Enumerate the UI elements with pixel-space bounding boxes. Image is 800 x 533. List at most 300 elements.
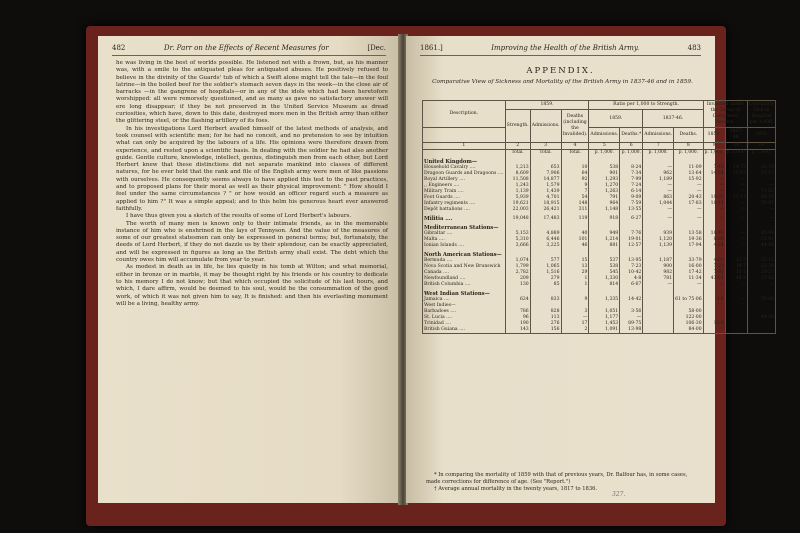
- table-cell: 900: [643, 264, 674, 270]
- table-cell: [505, 249, 530, 258]
- table-cell: [530, 288, 561, 297]
- group-sick: Constantly Sick in Hospital per 1,000.: [747, 101, 775, 128]
- table-cell: —: [703, 177, 725, 183]
- table-cell: 1,293: [589, 177, 620, 183]
- table-cell: 64: [561, 171, 589, 177]
- section-row: [423, 222, 776, 231]
- table-cell: 148: [561, 201, 589, 207]
- col-admissions: Admissions.: [530, 110, 561, 143]
- table-cell: 130: [505, 282, 530, 288]
- table-cell: 7·23: [703, 264, 725, 270]
- body-paragraph: As modest in death as in life, he lies quietly in his tomb at Wilton; and what memorial, either in bronze or in marble, it may be thought right by his friends or his country to dedicate to his memory I do not know; but that which occupied the solicitude of his last hours, and which, I dare affirm, would be deemed to his soul, would be the consummation of the good work, of which it was not given him to say, It is finished: and then his everlasting monument will be a living, healthy army.: [116, 264, 388, 307]
- table-cell: —: [725, 231, 747, 237]
- table-cell: 48·3: [725, 276, 747, 282]
- table-cell: 11·34: [674, 276, 704, 282]
- table-cell: 781: [643, 276, 674, 282]
- table-cell: 1,516: [530, 270, 561, 276]
- row-label: Nova Scotia and New Brunswick: [423, 264, 506, 270]
- table-cell: [747, 156, 775, 165]
- column-number: 10: [725, 143, 747, 150]
- table-cell: 5,310: [505, 237, 530, 243]
- table-cell: —: [643, 183, 674, 189]
- left-page-number: 482: [112, 44, 126, 52]
- row-label: Trinidad ....: [423, 321, 506, 327]
- table-cell: [725, 288, 747, 297]
- table-cell: 791: [589, 195, 620, 201]
- row-label: North American Stations—: [423, 249, 506, 258]
- table-cell: [620, 288, 643, 297]
- unit-cell: Total.: [561, 150, 589, 157]
- unit-cell: p. 1,000.: [704, 150, 724, 155]
- table-cell: 786: [505, 309, 530, 315]
- table-row: [423, 327, 776, 334]
- row-label: St. Lucia ....: [423, 315, 506, 321]
- unit-cell: Total.: [530, 150, 561, 157]
- table-cell: 17·94: [674, 243, 704, 249]
- unit-cell: p. 1,000.: [621, 150, 641, 155]
- left-page: [98, 36, 400, 503]
- table-cell: 14·9: [703, 321, 725, 327]
- table-cell: 6,446: [530, 237, 561, 243]
- right-running-year: 1861.]: [420, 44, 443, 52]
- table-cell: —: [703, 183, 725, 189]
- table-cell: [561, 249, 589, 258]
- table-cell: 1,044: [643, 201, 674, 207]
- table-cell: 15·92: [674, 177, 704, 183]
- table-cell: 962: [643, 171, 674, 177]
- column-number-row: [423, 143, 776, 150]
- right-running-header: [420, 44, 701, 52]
- row-label: Mediterranean Stations—: [423, 222, 506, 231]
- table-cell: 13: [561, 264, 589, 270]
- group-1859: 1859.: [505, 101, 589, 110]
- table-cell: 11·09: [674, 165, 704, 171]
- table-cell: —: [620, 315, 643, 321]
- table-cell: 1,139: [643, 243, 674, 249]
- table-cell: 1,335: [589, 297, 620, 303]
- table-cell: 279: [530, 276, 561, 282]
- table-cell: —: [643, 189, 674, 195]
- subgroup-1859: 1859.: [589, 110, 643, 128]
- table-cell: —: [725, 243, 747, 249]
- right-page: [406, 36, 775, 503]
- row-label: British Columbia ....: [423, 282, 506, 288]
- table-cell: 10·41: [703, 201, 725, 207]
- table-cell: 13·95: [620, 258, 643, 264]
- table-cell: 85: [530, 282, 561, 288]
- column-number: 4: [561, 143, 589, 150]
- appendix-title: APPENDIX.: [526, 66, 595, 76]
- table-cell: 101: [561, 237, 589, 243]
- table-cell: [561, 222, 589, 231]
- col-deaths-incl: Deaths (including the Invalided).: [561, 110, 589, 143]
- row-label: Gibraltar ....: [423, 231, 506, 237]
- table-cell: —: [674, 207, 704, 213]
- table-cell: —: [561, 315, 589, 321]
- body-paragraph: I have thus given you a sketch of the results of some of Lord Herbert's labours.: [126, 213, 352, 220]
- mortality-table: [422, 100, 776, 334]
- table-cell: 19·36: [674, 237, 704, 243]
- unit-cell: p. 1,000.: [589, 150, 620, 157]
- table-cell: [530, 156, 561, 165]
- col-ratio-admissions: Admissions.: [589, 128, 620, 143]
- table-cell: —: [725, 213, 747, 222]
- table-cell: —: [703, 213, 725, 222]
- table-cell: 37·10: [747, 276, 775, 282]
- table-cell: 1,065: [530, 264, 561, 270]
- table-cell: 106·30: [674, 321, 704, 327]
- row-label: Canada ....: [423, 270, 506, 276]
- right-running-title: Improving the Health of the British Army.: [491, 44, 640, 52]
- table-cell: 51·81: [747, 237, 775, 243]
- table-cell: 19·87: [703, 195, 725, 201]
- table-cell: 814: [589, 282, 620, 288]
- column-number: 1: [423, 143, 506, 150]
- table-cell: 18,915: [530, 201, 561, 207]
- table-cell: [703, 222, 725, 231]
- table-cell: 7·91: [703, 270, 725, 276]
- table-cell: 45·76: [747, 195, 775, 201]
- table-cell: 89·75: [620, 321, 643, 327]
- table-cell: 4,701: [530, 195, 561, 201]
- table-body: [423, 150, 776, 334]
- table-cell: 9·09: [620, 195, 643, 201]
- table-cell: [725, 222, 747, 231]
- table-cell: 939: [643, 231, 674, 237]
- table-cell: 43·01: [703, 276, 725, 282]
- table-cell: 14·7: [725, 264, 747, 270]
- table-cell: 12·3: [725, 258, 747, 264]
- table-cell: 15·1: [725, 270, 747, 276]
- table-cell: 9: [561, 297, 589, 303]
- table-cell: 828: [530, 309, 561, 315]
- table-cell: 14·42: [620, 297, 643, 303]
- row-label: Jamaica ....: [423, 297, 506, 303]
- table-cell: 545: [589, 270, 620, 276]
- table-cell: 15·87: [725, 171, 747, 177]
- table-cell: [747, 288, 775, 297]
- table-cell: 11,508: [505, 177, 530, 183]
- unit-cell: p. 1,000.: [674, 150, 704, 157]
- table-cell: 10·49: [703, 231, 725, 237]
- column-number: 8: [674, 143, 704, 150]
- table-cell: 833: [530, 297, 561, 303]
- table-cell: [505, 156, 530, 165]
- table-cell: —: [747, 282, 775, 288]
- table-cell: —: [725, 237, 747, 243]
- table-cell: 16·00: [674, 264, 704, 270]
- table-cell: 1,214: [589, 237, 620, 243]
- table-cell: 1,439: [530, 189, 561, 195]
- row-label: Military Train ....: [423, 189, 506, 195]
- table-cell: 276: [530, 321, 561, 327]
- table-caption: Comparative View of Sickness and Mortality of the British Army in 1837-46 and in 1859.: [432, 79, 693, 85]
- right-header-rule: [420, 55, 701, 56]
- table-cell: 1,187: [643, 258, 674, 264]
- table-cell: —: [703, 207, 725, 213]
- table-cell: 982: [643, 270, 674, 276]
- table-cell: 119: [561, 213, 589, 222]
- table-cell: 12·57: [620, 243, 643, 249]
- table-cell: 96: [505, 315, 530, 321]
- left-running-header: [112, 44, 386, 52]
- table-cell: [703, 327, 725, 334]
- footnote: * In comparing the mortality of 1859 with that of previous years, Dr. Balfour has, in some cases, made corrections for difference of age. (See "Report."): [426, 472, 688, 485]
- table-cell: 3,225: [530, 243, 561, 249]
- table-cell: 1,453: [589, 321, 620, 327]
- table-cell: 14,877: [530, 177, 561, 183]
- table-cell: 19,621: [505, 201, 530, 207]
- table-cell: [620, 156, 643, 165]
- table-cell: 1,189: [643, 177, 674, 183]
- table-cell: 537: [589, 258, 620, 264]
- table-cell: 26,421: [530, 207, 561, 213]
- column-number: 9: [703, 143, 725, 150]
- table-cell: 3,666: [505, 243, 530, 249]
- table-cell: [747, 222, 775, 231]
- table-cell: 3: [561, 309, 589, 315]
- table-cell: 7·59: [620, 201, 643, 207]
- table-cell: 4·65: [703, 258, 725, 264]
- table-cell: 14·73: [725, 165, 747, 171]
- table-cell: [674, 288, 704, 297]
- table-cell: 84·00: [674, 327, 704, 334]
- table-cell: [561, 156, 589, 165]
- table-cell: 1,051: [589, 309, 620, 315]
- col-ratio-deaths: Deaths.*: [620, 128, 643, 143]
- table-cell: 9: [561, 183, 589, 189]
- table-cell: 50·91: [747, 201, 775, 207]
- col-sick-1859: 1859.: [747, 128, 775, 143]
- table-cell: 92: [561, 177, 589, 183]
- table-cell: 1,139: [505, 189, 530, 195]
- table-cell: 4·8: [703, 297, 725, 303]
- row-label: Dragoon Guards and Dragoons ....: [424, 171, 504, 176]
- table-cell: 1,213: [505, 165, 530, 171]
- table-cell: [505, 222, 530, 231]
- table-cell: 54: [561, 195, 589, 201]
- table-cell: 1,120: [643, 237, 674, 243]
- table-cell: 113: [530, 315, 561, 321]
- table-cell: [589, 156, 620, 165]
- table-cell: 10: [561, 165, 589, 171]
- table-cell: 19·01: [620, 237, 643, 243]
- table-cell: [674, 222, 704, 231]
- table-cell: —: [674, 183, 704, 189]
- table-cell: 45·99: [747, 231, 775, 237]
- table-cell: 58·00: [674, 309, 704, 315]
- table-cell: [643, 222, 674, 231]
- table-cell: 46: [561, 243, 589, 249]
- row-label: ,, Engineers ....: [423, 183, 506, 189]
- col-invalided-1837: 1837-46.: [725, 128, 747, 143]
- section-row: [423, 249, 776, 258]
- row-label: British Guiana ....: [423, 327, 506, 334]
- table-cell: 863: [643, 195, 674, 201]
- table-cell: 49·38: [747, 315, 775, 321]
- table-cell: 29: [561, 270, 589, 276]
- pencil-note: 327.: [612, 491, 626, 498]
- table-cell: 71·82: [747, 189, 775, 195]
- table-cell: 1,330: [589, 276, 620, 282]
- table-cell: [703, 156, 725, 165]
- unit-cell: p. 1,000.: [643, 150, 674, 157]
- table-cell: 5,939: [505, 195, 530, 201]
- group-invalided: Invalided under the Terms of Completed Service.: [703, 101, 747, 128]
- table-cell: 538: [589, 165, 620, 171]
- table-cell: —: [725, 177, 747, 183]
- table-cell: 901: [589, 171, 620, 177]
- row-label: West Indian Stations—: [423, 288, 506, 297]
- table-cell: 17,483: [530, 213, 561, 222]
- table-cell: 1,243: [505, 183, 530, 189]
- table-cell: 8,609: [505, 171, 530, 177]
- table-cell: 8·29: [703, 237, 725, 243]
- table-cell: 653: [530, 165, 561, 171]
- table-cell: 13·58: [674, 231, 704, 237]
- table-cell: —: [703, 282, 725, 288]
- table-cell: 1,177: [589, 315, 620, 321]
- table-cell: 17·83: [674, 201, 704, 207]
- table-cell: [643, 156, 674, 165]
- col-desc-blank: [423, 128, 506, 143]
- body-paragraph: The worth of many men is known only to their intimate friends, as in the memorable instance of him who is enshrined in the lays of Tennyson. And the value of the measures of some of our greatest statesmen can only be expressed in general terms; but, fortunately, the deeds of Lord Herbert, if they do not dazzle us by their splendour, can be exactly appreciated, and will be expressed in figures as long as the British army shall exist. The debt which the country owes him will accumulate from year to year.: [116, 220, 388, 264]
- table-cell: 44·46: [747, 243, 775, 249]
- table-cell: —: [643, 282, 674, 288]
- table-cell: 311: [561, 207, 589, 213]
- table-cell: 17: [561, 321, 589, 327]
- group-ratio: Ratio per 1,000 to Strength.: [589, 101, 703, 110]
- table-cell: 17·17: [725, 195, 747, 201]
- table-cell: [561, 288, 589, 297]
- table-cell: 51·13: [747, 171, 775, 177]
- table-cell: 17·42: [674, 270, 704, 276]
- table-cell: 964: [589, 201, 620, 207]
- table-cell: 2,782: [505, 270, 530, 276]
- row-label: Ionian Islands ....: [423, 243, 506, 249]
- table-cell: [505, 288, 530, 297]
- row-label: Newfoundland ....: [423, 276, 506, 282]
- footnotes: [426, 472, 701, 492]
- table-cell: —: [747, 183, 775, 189]
- table-cell: [747, 249, 775, 258]
- col-strength: Strength.: [505, 110, 530, 143]
- section-row: [423, 288, 776, 297]
- table-cell: 143: [505, 327, 530, 334]
- table-cell: 22·39: [747, 264, 775, 270]
- table-cell: 1,263: [589, 189, 620, 195]
- col-description: Description.: [423, 101, 506, 128]
- table-cell: —: [643, 213, 674, 222]
- table-cell: 5,153: [505, 231, 530, 237]
- column-number: 3: [530, 143, 561, 150]
- table-cell: [674, 156, 704, 165]
- table-cell: [674, 249, 704, 258]
- table-cell: 7·76: [620, 231, 643, 237]
- table-cell: 13·98: [620, 327, 643, 334]
- table-cell: —: [643, 207, 674, 213]
- table-cell: 7·23: [620, 264, 643, 270]
- table-cell: 2: [561, 327, 589, 334]
- table-cell: 122·00: [674, 315, 704, 321]
- row-label: Militia ....: [423, 213, 506, 222]
- table-cell: 61 to 75·06: [675, 297, 702, 302]
- row-label: Depôt battalions ....: [423, 207, 506, 213]
- table-cell: [589, 288, 620, 297]
- table-cell: 22,003: [505, 207, 530, 213]
- table-cell: 50·08: [747, 297, 775, 303]
- table-cell: 28·79: [747, 165, 775, 171]
- column-number: 5: [589, 143, 620, 150]
- table-cell: —: [747, 213, 775, 222]
- table-cell: [725, 249, 747, 258]
- table-cell: [643, 288, 674, 297]
- table-cell: 4·64: [703, 243, 725, 249]
- table-cell: [530, 249, 561, 258]
- table-cell: [703, 249, 725, 258]
- table-cell: —: [747, 207, 775, 213]
- row-label: Barbadoes ....: [423, 309, 506, 315]
- table-cell: 1: [561, 276, 589, 282]
- left-running-bracket: [Dec.: [367, 44, 386, 52]
- column-number: 7: [643, 143, 674, 150]
- table-cell: 14·64: [703, 171, 725, 177]
- table-cell: 881: [589, 243, 620, 249]
- table-cell: —: [674, 189, 704, 195]
- table-cell: 7·34: [620, 171, 643, 177]
- table-cell: —: [725, 282, 747, 288]
- table-cell: —: [725, 189, 747, 195]
- table-cell: 6·27: [620, 213, 643, 222]
- section-row: [423, 213, 776, 222]
- unit-cell: p. 1,000.: [726, 150, 746, 155]
- table-cell: 577: [530, 258, 561, 264]
- table-cell: 7·99: [620, 177, 643, 183]
- table-cell: 190: [505, 321, 530, 327]
- right-page-number: 483: [687, 44, 701, 52]
- table-cell: 29·27: [747, 270, 775, 276]
- table-cell: —: [725, 183, 747, 189]
- col-invalided-1859: 1859.: [703, 128, 725, 143]
- table-cell: 1,799: [505, 264, 530, 270]
- table-cell: 7·42: [703, 165, 725, 171]
- table-cell: 4,889: [530, 231, 561, 237]
- table-cell: 6·67: [620, 282, 643, 288]
- footnote: † Average annual mortality in the twenty years, 1817 to 1836.: [434, 485, 598, 492]
- table-cell: 33·79: [674, 258, 704, 264]
- row-label: Foot Guards ....: [423, 195, 506, 201]
- table-cell: 7,906: [530, 171, 561, 177]
- body-paragraph: he was living in the best of worlds possible. He listened not with a frown, but, as his manner was, with a smile to the antiquated pleas for antiquated abuses. He positively refused to believe in the divinity of the Guards' tub of which a Swift alone might tell the tale—in the foul latrine—in the boiled beef for the soldier's stomach seven days in the week—in the close air of barracks —in the gangrene of hospitals—or in any of the idols which had been heretofore worshipped: all were remorsely questioned, and as many as gave no satisfactory answer will ere long disappear; if they be not preserved in the United Service Museum as dread curiosities, which have, down to this date, destroyed more men in the British army than either the glittering steel, or the flashing artillery of its foes.: [116, 60, 388, 125]
- col-old-deaths: Deaths.: [674, 128, 704, 143]
- table-cell: 538: [589, 264, 620, 270]
- table-cell: 15: [561, 258, 589, 264]
- section-row: [423, 156, 776, 165]
- table-cell: [620, 222, 643, 231]
- table-cell: 1: [561, 282, 589, 288]
- unit-cell: p. 1,000.: [747, 150, 775, 157]
- table-cell: —: [643, 165, 674, 171]
- table-cell: —: [725, 201, 747, 207]
- left-body-text: [116, 60, 388, 308]
- table-cell: 13·64: [674, 171, 704, 177]
- table-cell: [725, 156, 747, 165]
- row-label: West Indies—: [423, 303, 506, 309]
- table-cell: 10·42: [620, 270, 643, 276]
- table-cell: 918: [589, 213, 620, 222]
- row-label: Royal Artillery ....: [423, 177, 506, 183]
- table-cell: 1,579: [530, 183, 561, 189]
